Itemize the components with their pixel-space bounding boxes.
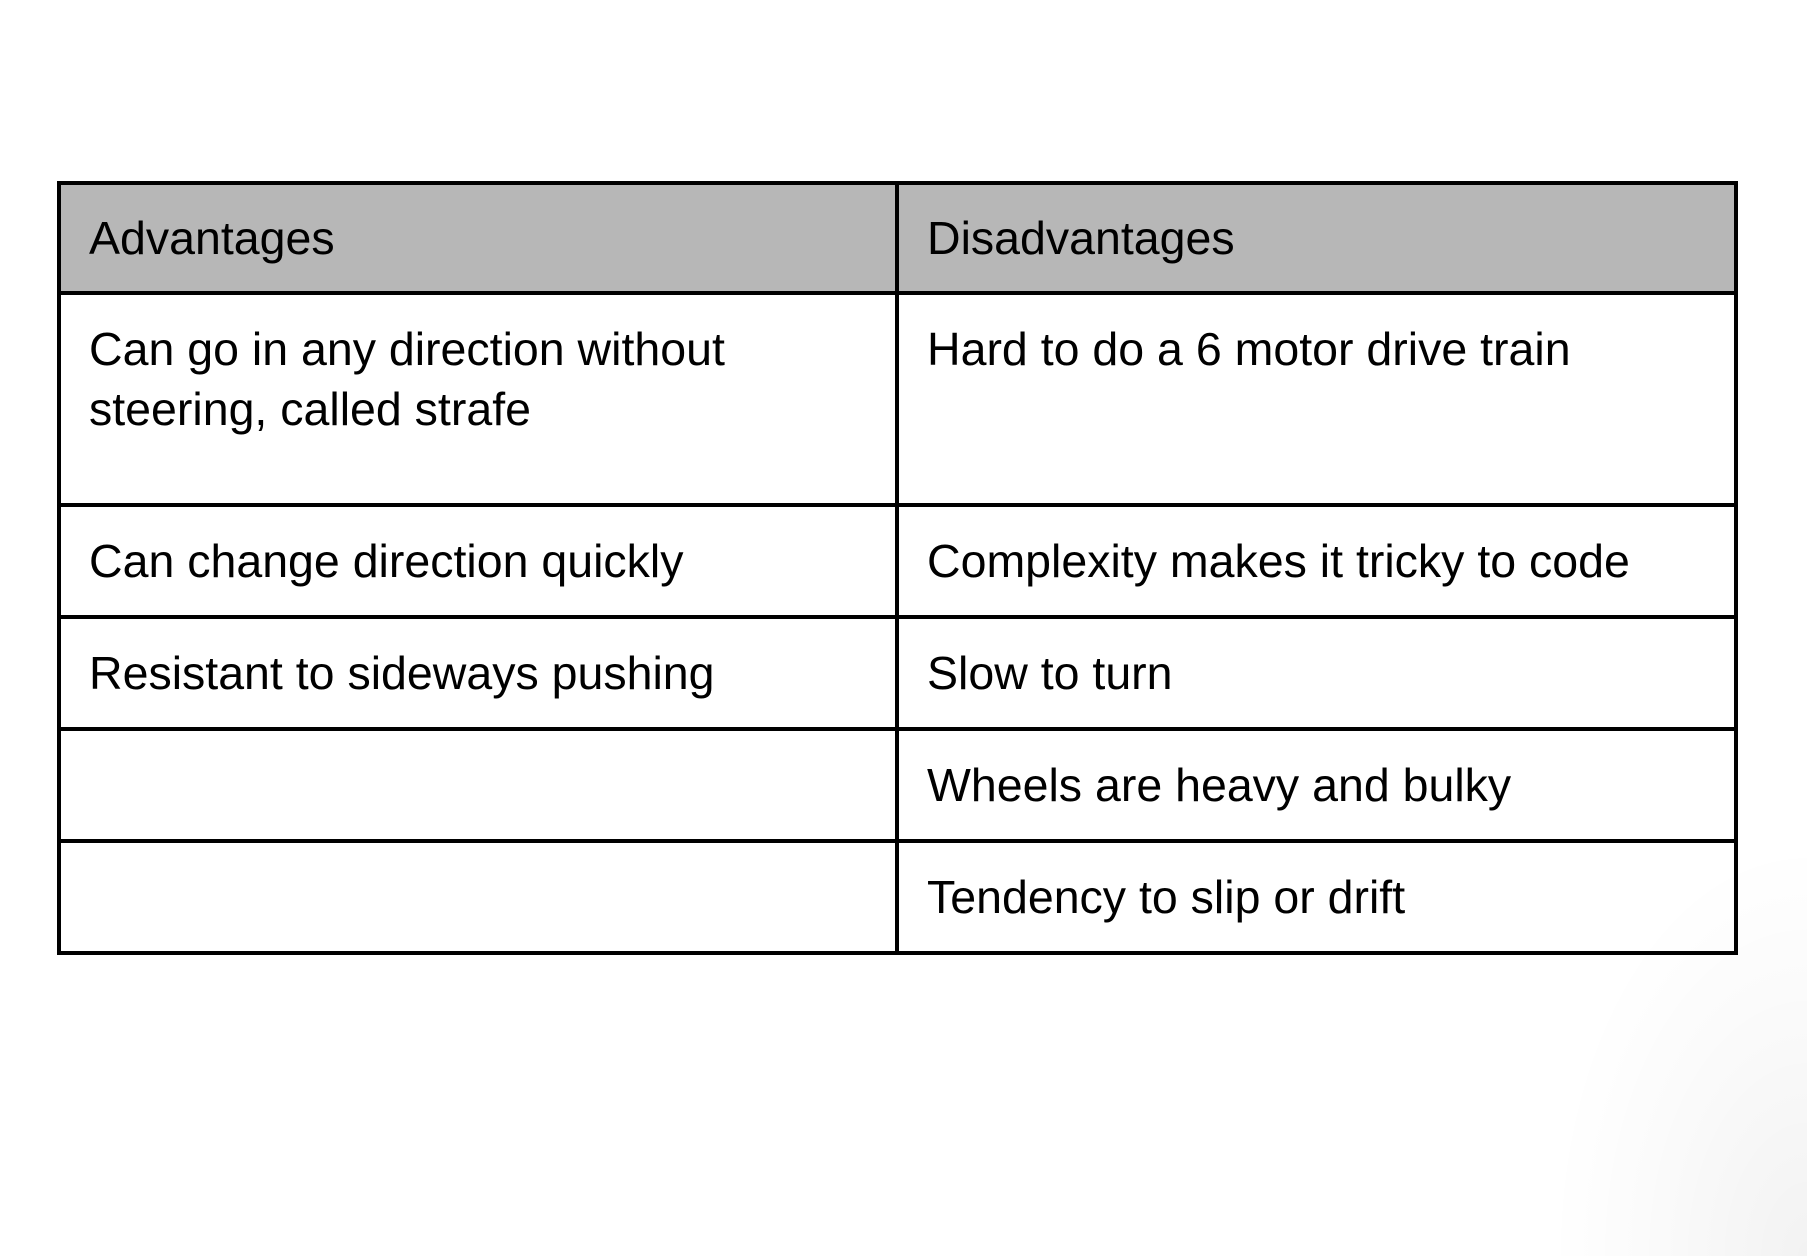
disadvantage-cell: Wheels are heavy and bulky: [897, 729, 1736, 841]
disadvantage-cell: Hard to do a 6 motor drive train: [897, 293, 1736, 505]
header-disadvantages: Disadvantages: [897, 183, 1736, 293]
header-advantages: Advantages: [59, 183, 897, 293]
disadvantage-cell: Slow to turn: [897, 617, 1736, 729]
table-row: [59, 617, 1736, 729]
advantage-cell: Can change direction quickly: [59, 505, 897, 617]
table-row: [59, 293, 1736, 505]
table-row: [59, 505, 1736, 617]
table-row: [59, 729, 1736, 841]
table-row: [59, 841, 1736, 953]
disadvantage-cell: Tendency to slip or drift: [897, 841, 1736, 953]
advantage-cell: Can go in any direction without steering, called strafe: [59, 293, 897, 505]
table-header-row: [59, 183, 1736, 293]
advantage-cell: [59, 841, 897, 953]
advantages-disadvantages-table: [57, 181, 1738, 955]
advantage-cell: [59, 729, 897, 841]
advantage-cell: Resistant to sideways pushing: [59, 617, 897, 729]
disadvantage-cell: Complexity makes it tricky to code: [897, 505, 1736, 617]
